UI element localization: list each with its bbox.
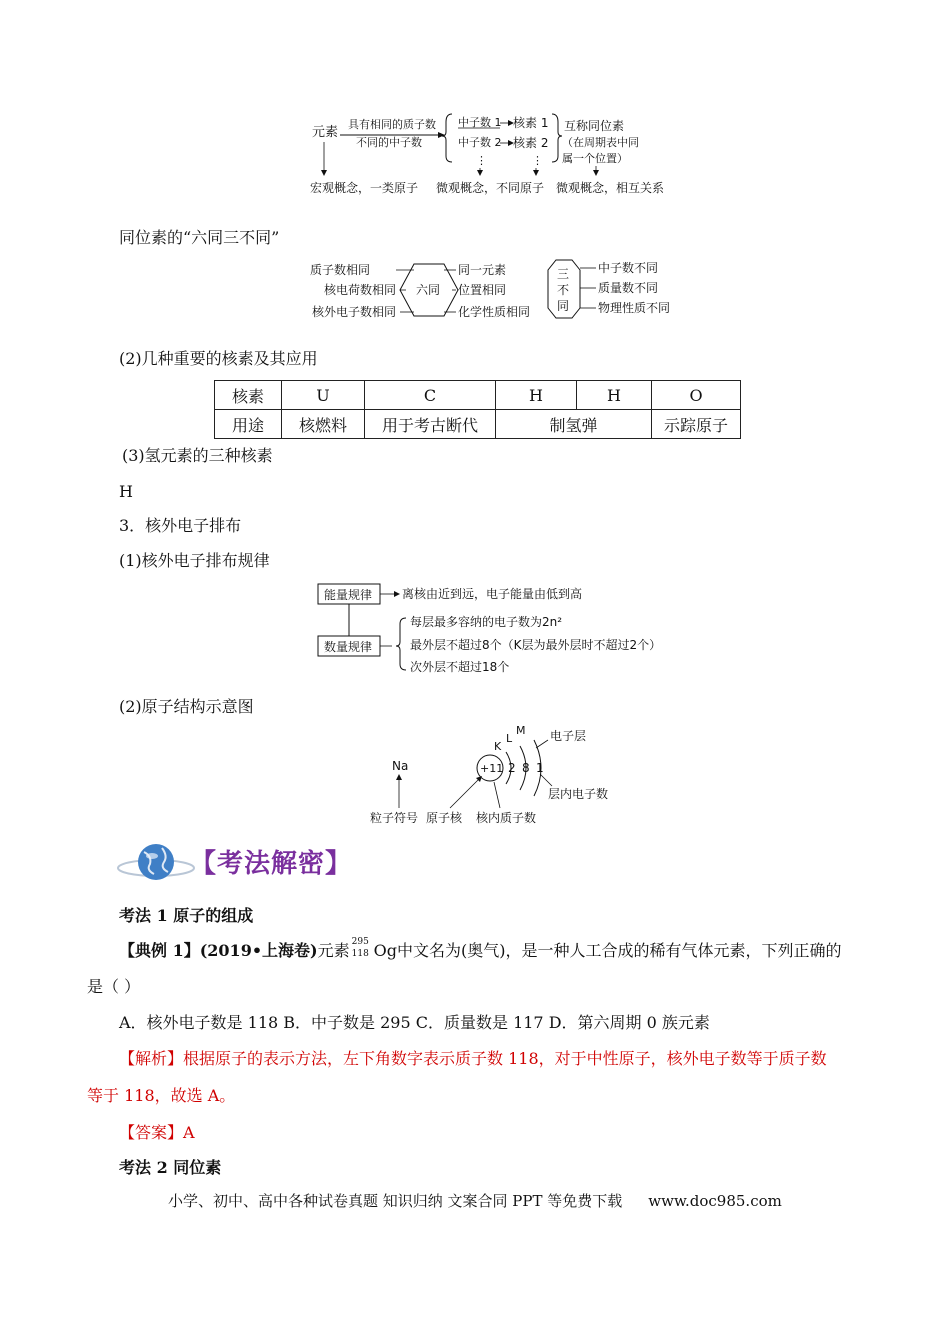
- shell-l-label: L: [506, 732, 513, 745]
- kf1-title: 考法 1 原子的组成: [119, 906, 254, 925]
- mass-number: 295: [351, 937, 369, 947]
- analysis-text-1: 根据原子的表示方法，左下角数字表示质子数 118，对于中性原子，核外电子数等于质子数: [183, 1049, 827, 1068]
- right-item-0: 同一元素: [458, 263, 507, 277]
- diff-item-1: 质量数不同: [598, 281, 659, 295]
- electron-count-m: 1: [536, 761, 544, 775]
- table-cell: 核素: [215, 381, 282, 410]
- dots-right: ⋮: [532, 154, 543, 167]
- in-shell-label: 层内电子数: [548, 787, 609, 801]
- macro-label: 宏观概念，一类原子: [310, 181, 419, 195]
- diff-item-2: 物理性质不同: [598, 301, 671, 315]
- table-cell: H: [496, 381, 577, 410]
- table-row: [215, 410, 741, 439]
- section-3-title: 3．核外电子排布: [119, 516, 242, 535]
- electron-count-k: 2: [508, 761, 516, 775]
- shell-k-label: K: [494, 740, 502, 753]
- analysis-line1: [119, 1049, 827, 1069]
- left-item-2: 核外电子数相同: [312, 305, 397, 319]
- quantity-rule-2: 最外层不超过8个（K层为最外层时不超过2个）: [410, 638, 662, 652]
- right-item-2: 化学性质相同: [458, 305, 531, 319]
- atomic-structure-diagram: [330, 724, 630, 828]
- six-same-three-diff-diagram: [306, 256, 686, 324]
- answer-value: A: [183, 1123, 195, 1142]
- table-cell: 用于考古断代: [365, 410, 496, 439]
- brace-right: [552, 114, 562, 162]
- table-cell: C: [365, 381, 496, 410]
- table-cell: O: [652, 381, 741, 410]
- three-char-0: 三: [557, 267, 570, 281]
- table-row: [215, 381, 741, 410]
- nuclide-table: [214, 380, 741, 439]
- micro-label-2: 微观概念，相互关系: [556, 181, 665, 195]
- down-arrow-2-head: [477, 170, 483, 176]
- example-source: (2019•上海卷): [199, 941, 318, 960]
- example1-line1: [119, 937, 842, 961]
- footer-left: 小学、初中、高中各种试卷真题 知识归纳 文案合同 PPT 等免费下载: [168, 1192, 623, 1210]
- shell-m-label: M: [516, 724, 526, 737]
- example-text-b: 中文名为(奥气)，是一种人工合成的稀有气体元素，下列正确的: [397, 941, 842, 960]
- six-three-heading: 同位素的“六同三不同”: [119, 228, 280, 247]
- left-item-1: 核电荷数相同: [324, 283, 397, 297]
- micro-label-1: 微观概念，不同原子: [436, 181, 545, 195]
- na-symbol: Na: [392, 759, 409, 773]
- protons-label: 核内质子数: [476, 811, 537, 825]
- footer: [168, 1191, 782, 1211]
- table-cell: U: [282, 381, 365, 410]
- table-cell: 示踪原子: [652, 410, 741, 439]
- brace: [442, 114, 452, 162]
- neutron2-label: 中子数 2: [458, 136, 502, 149]
- electron-count-l: 8: [522, 761, 530, 775]
- sub2-heading: (2)原子结构示意图: [119, 697, 254, 716]
- diff-item-0: 中子数不同: [598, 261, 659, 275]
- proton-arrow: [494, 782, 500, 808]
- electron-rules-diagram: [316, 580, 676, 680]
- shell-label-line: [536, 740, 548, 748]
- answer-tag: 【答案】: [119, 1123, 184, 1142]
- nucleus-arrow: [450, 778, 480, 808]
- quantity-rule-label: 数量规律: [324, 640, 373, 654]
- dots-left: ⋮: [476, 154, 487, 167]
- isotope-label: 互称同位素: [564, 119, 625, 133]
- down-arrow-3-head: [533, 170, 539, 176]
- table-cell: 核燃料: [282, 410, 365, 439]
- answer-line: [119, 1123, 195, 1143]
- nucleus-charge: +11: [480, 762, 504, 775]
- nuclide-notation: [350, 937, 374, 961]
- same-protons-label: 具有相同的质子数: [348, 118, 436, 131]
- down-arrow-1-head: [321, 170, 327, 176]
- sec3-heading: (3)氢元素的三种核素: [122, 446, 273, 465]
- left-item-0: 质子数相同: [310, 263, 371, 277]
- footer-link[interactable]: www.doc985.com: [648, 1192, 782, 1210]
- shell-label: 电子层: [550, 729, 587, 743]
- table-cell: H: [577, 381, 652, 410]
- banner-title: 【考法解密】: [190, 849, 353, 879]
- example-tag: 【典例 1】: [119, 941, 200, 960]
- three-char-2: 同: [557, 299, 570, 313]
- analysis-tag: 【解析】: [119, 1049, 184, 1068]
- example-text-a: 元素: [317, 941, 350, 960]
- atomic-nucleus-label: 原子核: [426, 811, 463, 825]
- nuclide1-label: 核素 1: [513, 116, 549, 130]
- neutron1-label: 中子数 1: [458, 116, 502, 129]
- in-shell-line: [540, 774, 552, 786]
- symbol-arrow-head: [396, 774, 402, 780]
- energy-rule-label: 能量规律: [324, 588, 373, 602]
- element-label: 元素: [312, 125, 339, 140]
- energy-arrow-head: [394, 591, 400, 597]
- six-label: 六同: [416, 283, 441, 297]
- quantity-rule-3: 次外层不超过18个: [410, 660, 510, 674]
- hydrogen-line: H: [119, 482, 133, 501]
- diff-neutrons-label: 不同的中子数: [356, 136, 422, 149]
- arrow-head: [438, 132, 445, 138]
- element-symbol: Og: [373, 941, 397, 960]
- example1-options: A．核外电子数是 118 B．中子数是 295 C．质量数是 117 D．第六周期 0 族元素: [119, 1013, 710, 1032]
- down-arrow-4-head: [593, 170, 599, 176]
- table-cell: 用途: [215, 410, 282, 439]
- sub1-heading: (1)核外电子排布规律: [119, 551, 270, 570]
- energy-desc: 离核由近到远，电子能量由低到高: [402, 587, 583, 601]
- kf2-title: 考法 2 同位素: [119, 1158, 222, 1177]
- quantity-rule-1: 每层最多容纳的电子数为2n²: [410, 615, 563, 629]
- table-cell: 制氢弹: [496, 410, 652, 439]
- right-item-1: 位置相同: [458, 283, 507, 297]
- analysis-line2: 等于 118，故选 A。: [87, 1086, 236, 1105]
- element-nuclide-isotope-diagram: [300, 108, 680, 200]
- atomic-number: 118: [351, 949, 369, 959]
- three-char-1: 不: [557, 283, 570, 297]
- particle-symbol-label: 粒子符号: [370, 811, 419, 825]
- globe-icon: [116, 838, 198, 886]
- nuclide2-label: 核素 2: [513, 136, 549, 150]
- quantity-brace: [396, 618, 406, 670]
- example1-line2: 是（ ）: [87, 977, 141, 996]
- isotope-note-1: （在周期表中同: [562, 136, 639, 149]
- sec2-heading: (2)几种重要的核素及其应用: [119, 349, 318, 368]
- isotope-note-2: 属一个位置）: [562, 152, 628, 165]
